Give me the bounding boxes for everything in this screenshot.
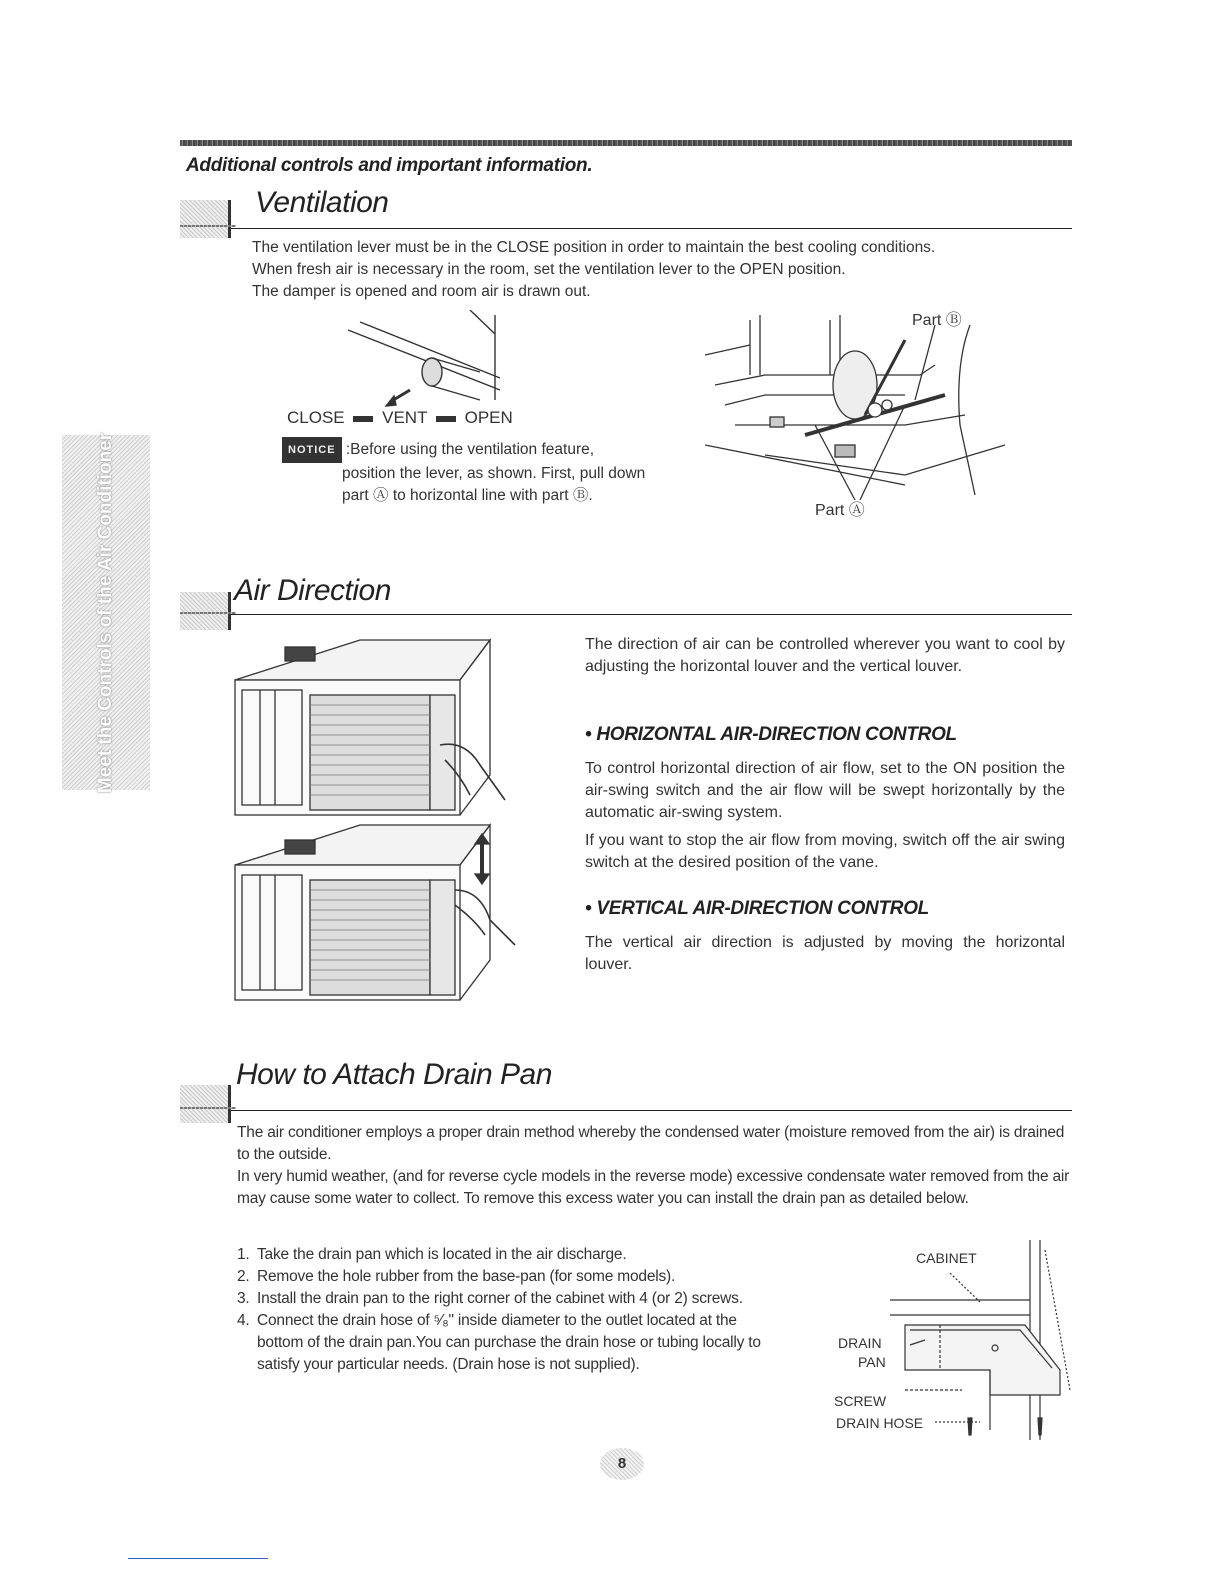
lever-arrow-icon xyxy=(353,416,373,422)
drain-pan-text xyxy=(237,1122,1072,1210)
step-number: 4. xyxy=(237,1312,250,1329)
cabinet-label: CABINET xyxy=(916,1250,977,1266)
ventilation-paragraph-3: The damper is opened and room air is drawn out. xyxy=(252,283,591,300)
section-marker-air-direction xyxy=(180,592,231,630)
ac-unit-illustration-vertical xyxy=(230,820,520,1005)
notice-line-3: part Ⓐ to horizontal line with part Ⓑ. xyxy=(342,487,593,504)
lever-close-label: CLOSE xyxy=(287,408,345,427)
vertical-control-text: The vertical air direction is adjusted by moving the horizontal louver. xyxy=(585,934,1065,973)
drain-pan-rule-left xyxy=(180,1107,236,1109)
page-header: Additional controls and important information. xyxy=(186,155,593,176)
ventilation-text xyxy=(252,237,1082,303)
lever-vent-label: VENT xyxy=(382,408,428,427)
step-text: Install the drain pan to the right corner of the cabinet with 4 (or 2) screws. xyxy=(257,1290,743,1307)
ventilation-lever-illustration xyxy=(330,310,530,410)
lever-open-label: OPEN xyxy=(464,408,513,427)
damper-illustration xyxy=(705,305,1015,515)
step-text: Remove the hole rubber from the base-pan (for some models). xyxy=(257,1268,676,1285)
notice-line-2: position the lever, as shown. First, pull down xyxy=(342,465,646,482)
ventilation-paragraph-2: When fresh air is necessary in the room, set the ventilation lever to the OPEN position. xyxy=(252,261,846,278)
lever-labels xyxy=(287,408,513,428)
drain-pan-steps xyxy=(237,1244,772,1376)
bottom-divider xyxy=(128,1558,268,1559)
ac-unit-illustration-horizontal xyxy=(230,635,510,820)
page-number: 8 xyxy=(600,1448,644,1480)
list-item xyxy=(237,1288,772,1310)
ventilation-rule xyxy=(231,228,1072,229)
side-tab-label: Meet the Controls of the Air Conditioner xyxy=(95,432,116,793)
step-text: Connect the drain hose of ⁵⁄₈" inside diameter to the outlet located at the bottom of the drain pan.You can purchase the drain hose or tubing locally to satisfy your particular needs. (Drain hose is not supplied). xyxy=(257,1312,761,1373)
notice-block xyxy=(282,437,722,507)
side-tab xyxy=(62,432,150,793)
section-marker-drain-pan xyxy=(180,1085,231,1123)
air-direction-rule-left xyxy=(180,612,236,614)
horizontal-control-text xyxy=(585,758,1065,874)
notice-line-1: :Before using the ventilation feature, xyxy=(345,441,595,459)
step-number: 2. xyxy=(237,1268,250,1285)
step-text: Take the drain pan which is located in the air discharge. xyxy=(257,1246,627,1263)
ventilation-title: Ventilation xyxy=(255,186,389,219)
pan-label: PAN xyxy=(858,1354,886,1370)
drain-pan-title: How to Attach Drain Pan xyxy=(236,1058,552,1091)
air-direction-rule xyxy=(231,614,1072,615)
step-number: 1. xyxy=(237,1246,250,1263)
air-direction-intro: The direction of air can be controlled wherever you want to cool by adjusting the horizontal louver and the vertical louver. xyxy=(585,636,1065,675)
drain-pan-paragraph-2: In very humid weather, (and for reverse cycle models in the reverse mode) excessive condensate water removed from the air may cause some water to collect. To remove this excess water you can install the drain pan as detailed below. xyxy=(237,1168,1070,1207)
section-marker-ventilation xyxy=(180,200,231,238)
list-item xyxy=(237,1310,772,1376)
drain-pan-paragraph-1: The air conditioner employs a proper drain method whereby the condensed water (moisture removed from the air) is drained to the outside. xyxy=(237,1124,1065,1163)
horizontal-control-paragraph-1: To control horizontal direction of air flow, set to the ON position the air-swing switch and the air flow will be swept horizontally by the automatic air-swing system. xyxy=(585,760,1065,821)
notice-badge: NOTICE xyxy=(282,437,342,463)
air-direction-title: Air Direction xyxy=(234,574,391,607)
list-item xyxy=(237,1266,772,1288)
drain-label: DRAIN xyxy=(838,1335,882,1351)
step-number: 3. xyxy=(237,1290,250,1307)
drain-hose-label: DRAIN HOSE xyxy=(836,1415,924,1431)
part-b-label: Part Ⓑ xyxy=(912,312,962,329)
ventilation-rule-left xyxy=(180,225,236,227)
vertical-control-heading: • VERTICAL AIR-DIRECTION CONTROL xyxy=(585,898,929,919)
horizontal-control-paragraph-2: If you want to stop the air flow from moving, switch off the air swing switch at the desired position of the vane. xyxy=(585,832,1065,871)
horizontal-control-heading: • HORIZONTAL AIR-DIRECTION CONTROL xyxy=(585,724,957,745)
lever-arrow-icon xyxy=(436,416,456,422)
drain-pan-rule xyxy=(231,1110,1072,1111)
list-item xyxy=(237,1244,772,1266)
part-a-label: Part Ⓐ xyxy=(815,502,865,519)
screw-label: SCREW xyxy=(834,1393,887,1409)
ventilation-paragraph-1: The ventilation lever must be in the CLOSE position in order to maintain the best cooling conditions. xyxy=(252,239,936,256)
top-rule xyxy=(180,140,1072,146)
